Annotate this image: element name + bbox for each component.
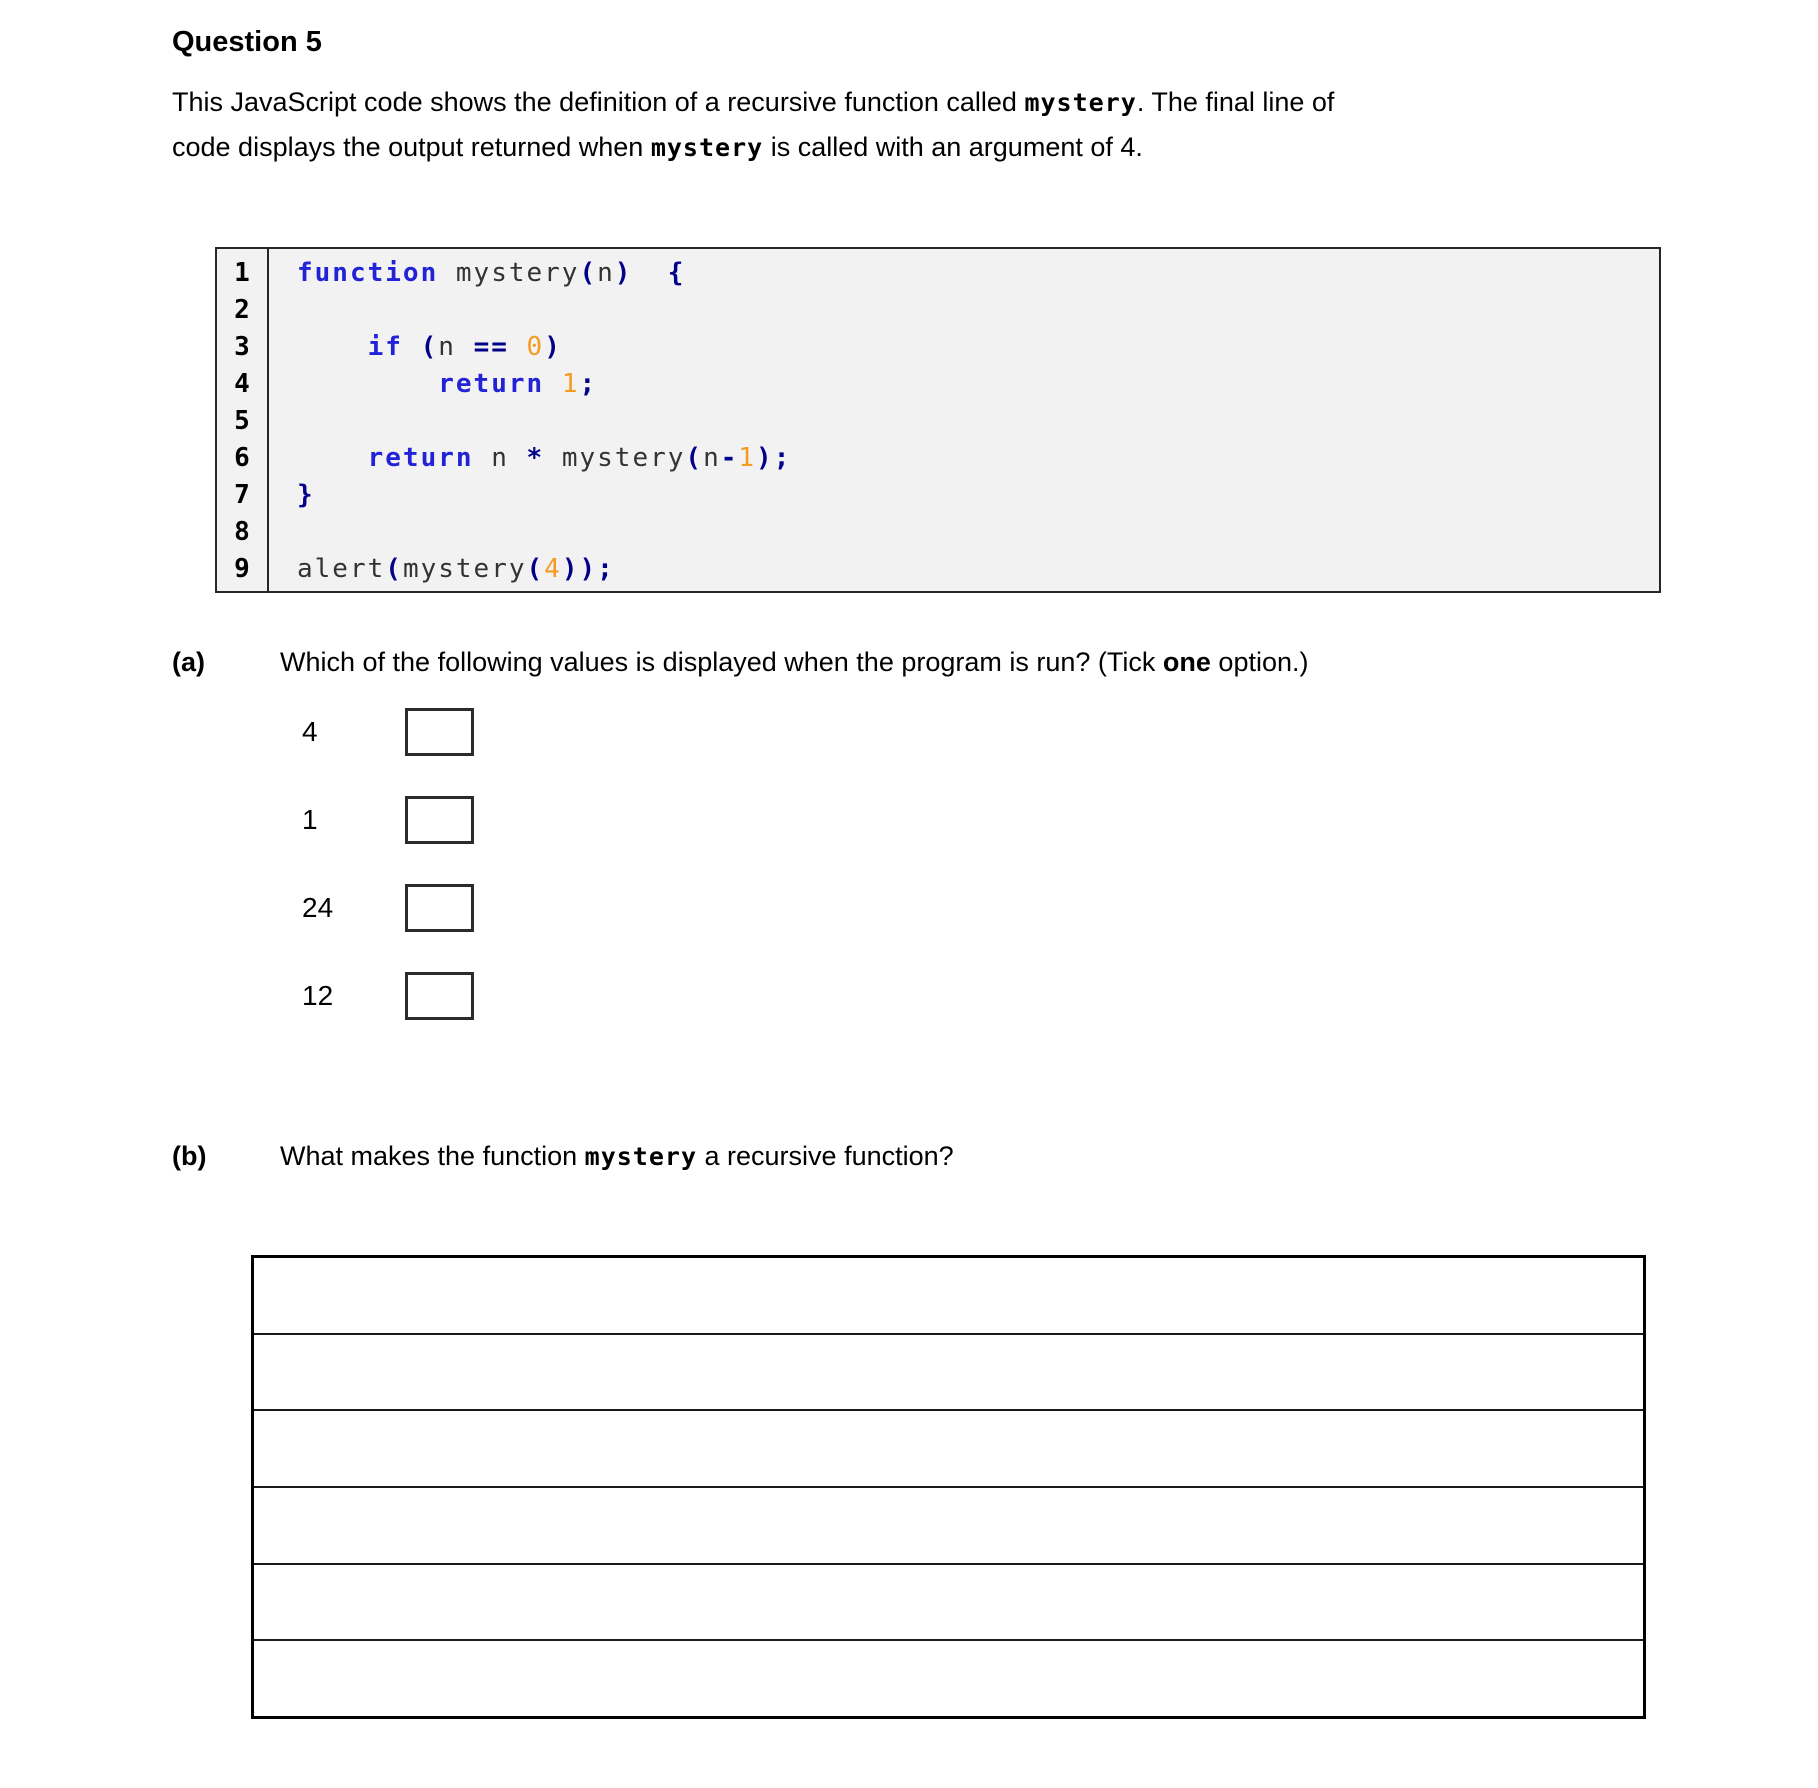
code-token: ( <box>420 332 439 362</box>
code-token: mystery <box>544 443 686 473</box>
answer-box <box>251 1255 1646 1719</box>
code-token: 4 <box>544 554 562 584</box>
code-line <box>297 329 1659 366</box>
option-row <box>302 972 474 1020</box>
inline-code-mystery: mystery <box>650 133 764 162</box>
line-number: 1 <box>234 258 250 288</box>
code-token: n <box>438 332 474 362</box>
option-checkbox[interactable] <box>405 796 474 844</box>
part-b-question-text: a recursive function? <box>697 1141 954 1171</box>
code-token: ) <box>579 554 598 584</box>
code-token: ; <box>773 443 792 473</box>
line-number: 8 <box>234 517 250 547</box>
code-token: ( <box>579 258 598 288</box>
option-row <box>302 884 474 932</box>
code-token: ; <box>597 554 615 584</box>
code-token <box>509 332 527 362</box>
options-list <box>302 708 474 1060</box>
line-number: 9 <box>234 554 250 584</box>
line-number: 6 <box>234 443 250 473</box>
code-token: ) <box>544 332 562 362</box>
code-token: } <box>297 480 315 510</box>
code-token: ( <box>526 554 545 584</box>
code-token: * <box>526 443 545 473</box>
option-checkbox[interactable] <box>405 884 474 932</box>
answer-row[interactable] <box>254 1258 1643 1333</box>
part-b-question <box>280 1138 954 1175</box>
code-token: == <box>473 332 509 362</box>
line-number: 5 <box>234 406 250 436</box>
part-a-question-text: Which of the following values is displayed when the program is run? (Tick <box>280 647 1163 677</box>
option-label: 1 <box>302 804 318 835</box>
page-title: Question 5 <box>172 26 322 58</box>
option-label: 12 <box>302 980 334 1011</box>
code-token <box>403 332 421 362</box>
answer-row[interactable] <box>254 1486 1643 1563</box>
part-b-label: (b) <box>172 1141 207 1171</box>
line-number: 3 <box>234 332 250 362</box>
inline-code-mystery: mystery <box>584 1142 698 1171</box>
part-a-question-bold: one <box>1162 647 1211 677</box>
code-token: function <box>297 258 439 288</box>
option-label: 4 <box>302 716 318 747</box>
code-token: ( <box>685 443 704 473</box>
intro-text: is called with an argument of 4. <box>763 132 1143 162</box>
code-token <box>544 369 562 399</box>
code-line <box>297 403 1659 440</box>
line-number-gutter <box>217 249 269 591</box>
option-row <box>302 708 474 756</box>
code-line <box>297 440 1659 477</box>
code-token: mystery <box>402 554 527 584</box>
code-token: ) <box>614 258 633 288</box>
answer-row[interactable] <box>254 1333 1643 1410</box>
part-a-question <box>280 644 1308 680</box>
code-token: alert <box>297 554 386 584</box>
code-token: 1 <box>738 443 757 473</box>
option-checkbox[interactable] <box>405 708 474 756</box>
part-a-row <box>172 644 1308 680</box>
line-number: 2 <box>234 295 250 325</box>
code-token <box>297 369 438 399</box>
code-token: - <box>720 443 739 473</box>
answer-row[interactable] <box>254 1563 1643 1640</box>
code-token <box>297 443 368 473</box>
code-token: return <box>438 369 545 399</box>
code-line <box>297 477 1659 514</box>
part-a-question-text: option.) <box>1210 647 1309 677</box>
line-number: 7 <box>234 480 250 510</box>
code-lines <box>269 249 1659 591</box>
intro-paragraph <box>172 80 1662 170</box>
code-token: { <box>667 258 686 288</box>
intro-text: This JavaScript code shows the definition of a recursive function called <box>172 87 1025 117</box>
intro-text: . The final line of <box>1136 87 1335 117</box>
code-token: return <box>367 443 474 473</box>
code-token: if <box>367 332 403 362</box>
code-line <box>297 551 1659 588</box>
code-line <box>297 366 1659 403</box>
code-line <box>297 255 1659 292</box>
code-block <box>215 247 1661 593</box>
code-token: ) <box>561 554 580 584</box>
code-token <box>297 332 368 362</box>
inline-code-mystery: mystery <box>1024 88 1137 117</box>
answer-row[interactable] <box>254 1639 1643 1716</box>
code-token: mystery <box>438 258 580 288</box>
option-checkbox[interactable] <box>405 972 474 1020</box>
code-line <box>297 292 1659 329</box>
part-b-question-text: What makes the function <box>280 1141 585 1171</box>
intro-text: code displays the output returned when <box>172 132 651 162</box>
part-a-label: (a) <box>172 647 205 677</box>
option-label: 24 <box>302 892 334 923</box>
line-number: 4 <box>234 369 250 399</box>
code-token <box>632 258 667 288</box>
answer-row[interactable] <box>254 1409 1643 1486</box>
code-token: n <box>473 443 527 473</box>
code-token: ) <box>756 443 774 473</box>
part-b-row <box>172 1138 954 1175</box>
code-token: ; <box>579 369 598 399</box>
option-row <box>302 796 474 844</box>
code-token: ( <box>385 554 403 584</box>
code-token: 1 <box>561 369 580 399</box>
code-token: n <box>597 258 615 288</box>
code-token: n <box>703 443 721 473</box>
code-line <box>297 514 1659 551</box>
code-token: 0 <box>526 332 545 362</box>
